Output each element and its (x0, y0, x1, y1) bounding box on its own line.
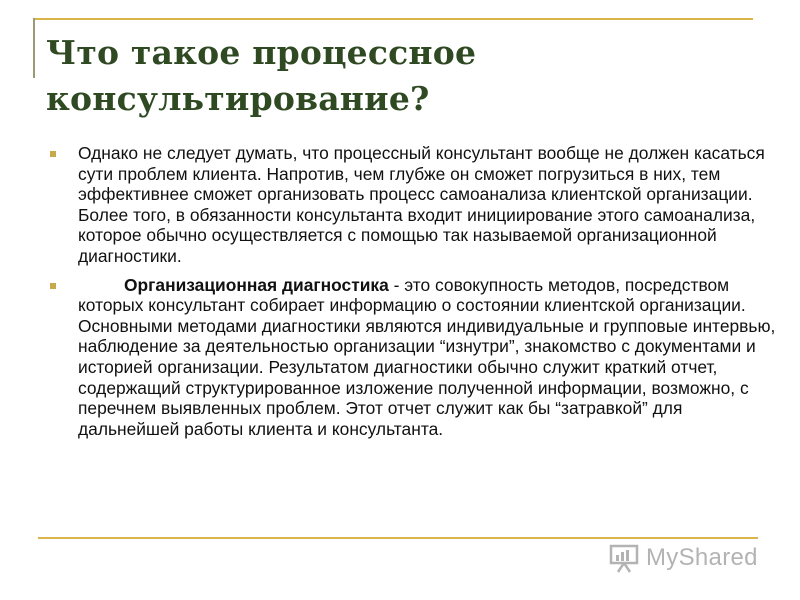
left-divider (33, 18, 35, 78)
bullet-item-2 (50, 275, 785, 440)
watermark-logo (608, 538, 778, 578)
square-bullet-icon (50, 283, 56, 289)
bullet-list (50, 143, 785, 447)
slide-title (46, 30, 766, 122)
bullet-term-2: Организационная диагностика (124, 274, 389, 295)
logo-text: MyShared (646, 544, 758, 571)
square-bullet-icon (50, 151, 56, 157)
bullet-text-2: - это совокупность методов, посредством которых консультант собирает информацию о состоянии клиентской организации. Основными методами диагностики являются индивидуальные и групповые интервью, наблюдение за деятельностью организации “изнутри”, знакомство с документами и историей организации. Результатом диагностики обычно служит краткий отчет, содержащий структурированное изложение полученной информации, возможно, с перечнем выявленных проблем. Этот отчет служит как бы “затравкой” для дальнейшей работы клиента и консультанта. (78, 274, 776, 439)
top-divider (33, 18, 753, 20)
title-line-2: консультирование? (46, 79, 430, 118)
presentation-board-icon (608, 543, 642, 573)
bullet-item-1 (50, 143, 785, 267)
title-line-1: Что такое процессное (46, 33, 477, 72)
bullet-text-1: Однако не следует думать, что процессный консультант вообще не должен касаться сути проблем клиента. Напротив, чем глубже он сможет погрузиться в них, тем эффективнее сможет организовать процесс самоанализа клиентской организации. Более того, в обязанности консультанта входит инициирование этого самоанализа, которое обычно осуществляется с помощью так называемой организационной диагностики. (78, 143, 765, 266)
